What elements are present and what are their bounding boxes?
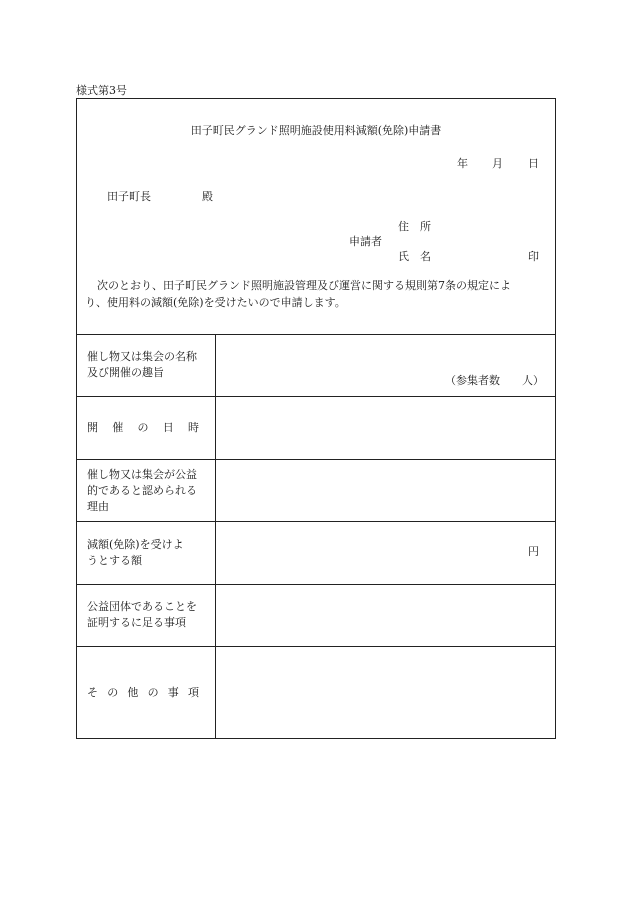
row-divider <box>77 459 555 460</box>
event-name-label: 催し物又は集会の名称 及び開催の趣旨 <box>87 350 197 379</box>
address-label: 住 所 <box>398 220 431 233</box>
form-number: 様式第3号 <box>76 84 127 97</box>
name-label: 氏 名 <box>398 250 431 263</box>
form-title: 田子町民グランド照明施設使用料減額(免除)申請書 <box>190 124 442 137</box>
other-matters-label: そ の 他 の 事 項 <box>87 686 199 699</box>
yen-unit: 円 <box>528 545 539 558</box>
seal-label: 印 <box>528 250 539 263</box>
addressee-name: 田子町長 <box>107 190 151 203</box>
row-divider <box>77 646 555 647</box>
applicant-label: 申請者 <box>349 235 382 248</box>
event-datetime-label: 開 催 の 日 時 <box>87 421 199 434</box>
date-day-label: 日 <box>528 157 539 170</box>
addressee-honorific: 殿 <box>202 190 213 203</box>
row-divider <box>77 584 555 585</box>
reduction-amount-label: 減額(免除)を受けよ うとする額 <box>87 538 184 567</box>
body-text-line2: り、使用料の減額(免除)を受けたいので申請します。 <box>85 296 346 309</box>
public-interest-reason-label: 催し物又は集会が公益 的であると認められる 理由 <box>87 468 197 513</box>
row-divider <box>77 396 555 397</box>
date-year-label: 年 <box>457 157 468 170</box>
public-organization-proof-label: 公益団体であることを 証明するに足る事項 <box>87 600 197 629</box>
table-top-border <box>77 334 555 335</box>
body-text-line1: 次のとおり、田子町民グランド照明施設管理及び運営に関する規則第7条の規定によ <box>97 279 511 292</box>
row-divider <box>77 521 555 522</box>
application-form-frame <box>76 98 556 739</box>
date-month-label: 月 <box>492 157 503 170</box>
table-column-divider <box>215 334 216 739</box>
attendee-count-note: （参集者数 人） <box>445 374 544 387</box>
